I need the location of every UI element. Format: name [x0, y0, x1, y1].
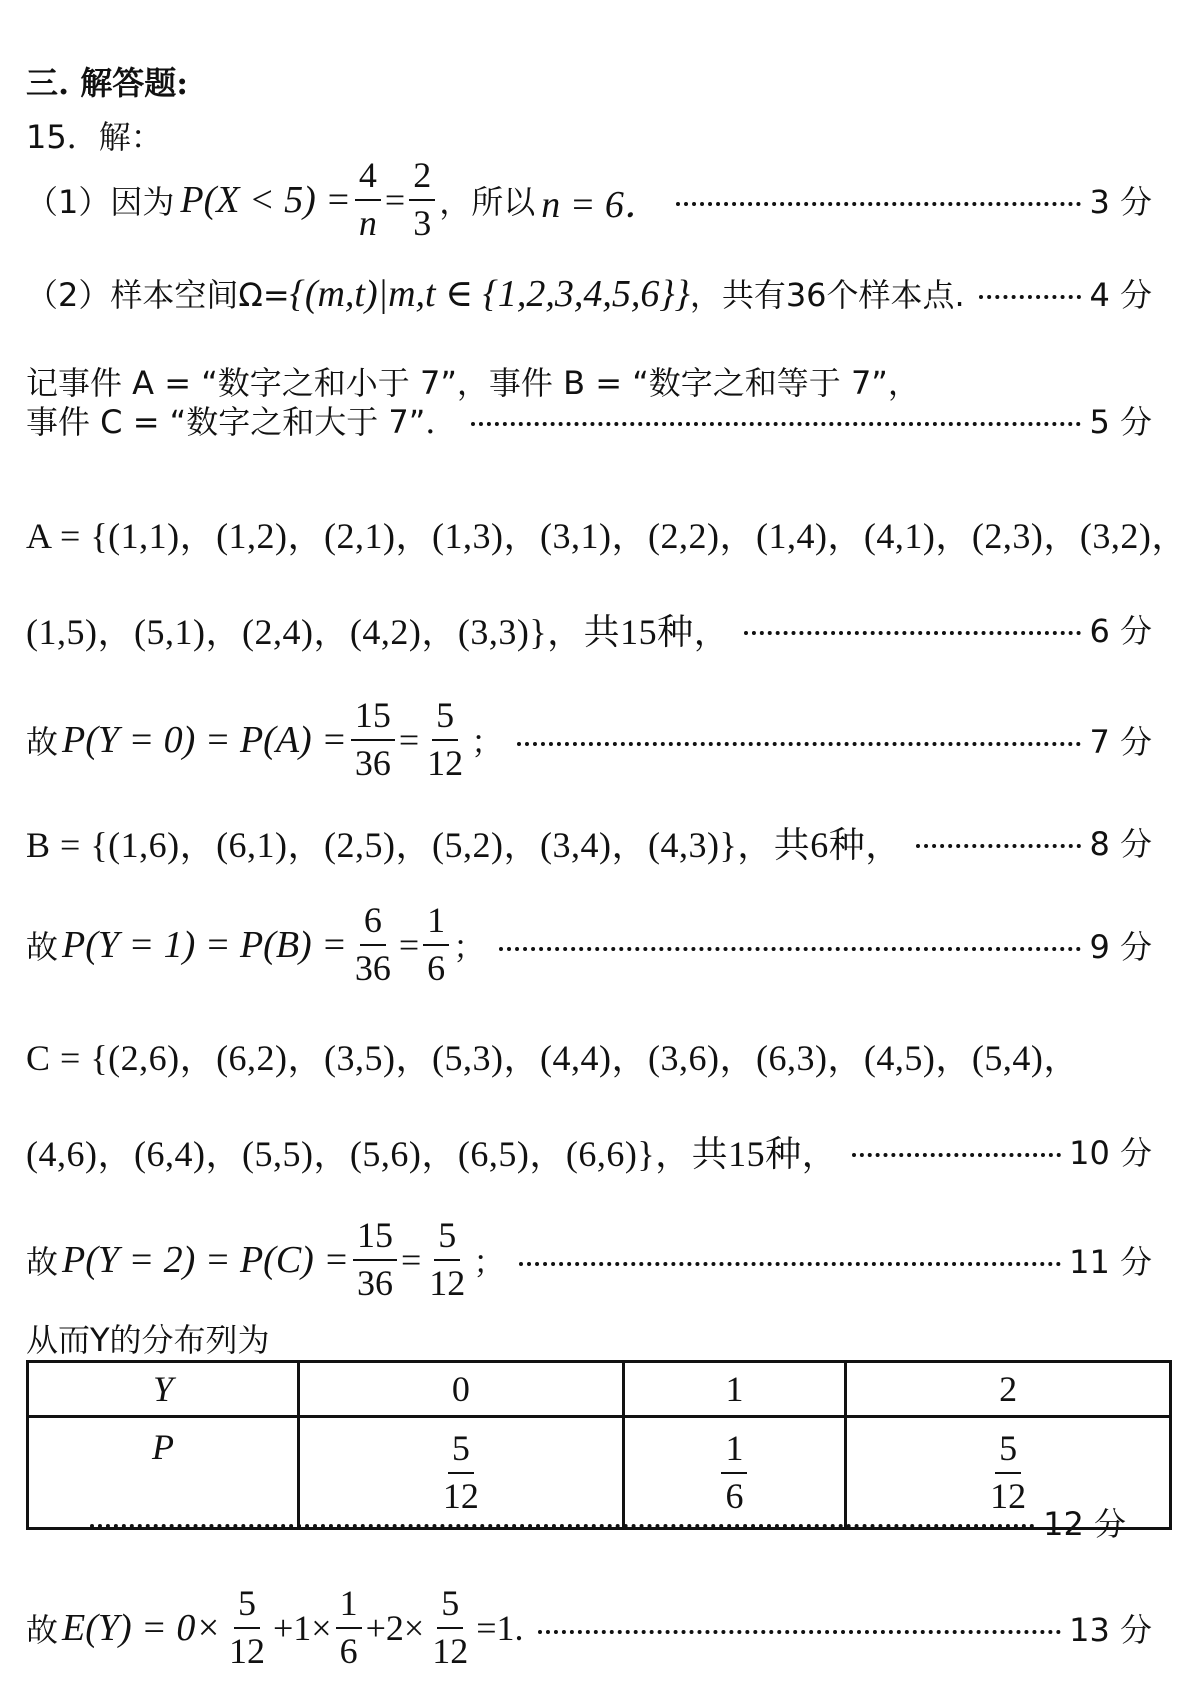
- set-c-line-2: [26, 1126, 1152, 1176]
- prob-a-line: 故 P(Y = 0) = P(A) = $\frac{15}{36}$ = $\frac{5}{12}$ ； 7 分: [26, 695, 1152, 783]
- set-b-score: 8 分: [1089, 825, 1152, 863]
- prob-c-expr: P(Y = 2) = P(C) =: [62, 1239, 349, 1281]
- sample-space-set: {(m,t)|m,t ∈ {1,2,3,4,5,6}}: [289, 272, 690, 315]
- prob-b-leader-dots: [499, 947, 1081, 951]
- table-leader-dots: [90, 1524, 1035, 1528]
- prob-a-lead: 故: [26, 723, 59, 761]
- table-row-y: [28, 1362, 1171, 1417]
- prob-b-lead: 故: [26, 928, 59, 966]
- prob-b-score: 9 分: [1089, 928, 1152, 966]
- table-cell-y-label: Y: [28, 1362, 299, 1417]
- section-title: 三. 解答题:: [26, 64, 189, 102]
- set-c-line-1: C = {(2,6)，(6,2)，(3,5)，(5,3)，(4,4)，(3,6)，(6,3)，(4,5)，(5,4)，: [26, 1038, 1080, 1078]
- table-cell-p-1: $\frac{1}{6}$: [623, 1417, 845, 1529]
- prob-b-line: 故 P(Y = 1) = P(B) = $\frac{6}{36}$ = $\frac{1}{6}$ ； 9 分: [26, 900, 1152, 988]
- set-b-line: [26, 817, 1152, 867]
- expectation-fraction-2: $\frac{1}{6}$: [336, 1585, 362, 1671]
- part1-line: （1）因为 P(X < 5) = $\frac{4}{n}$ = $\frac{2}{3}$ ，所以 n = 6． 3 分: [26, 155, 1152, 243]
- problem-label: 15．解：: [26, 118, 163, 156]
- prob-c-line: 故 P(Y = 2) = P(C) = $\frac{15}{36}$ = $\frac{5}{12}$ ； 11 分: [26, 1215, 1152, 1303]
- expectation-fraction-1: $\frac{5}{12}$: [228, 1583, 265, 1671]
- expectation-lead: 故: [26, 1611, 59, 1649]
- part1-expr: P(X < 5) =: [180, 179, 351, 221]
- set-a-line-1: A = {(1,1)，(1,2)，(2,1)，(1,3)，(3,1)，(2,2)，(1,4)，(4,1)，(2,3)，(3,2)，: [26, 516, 1188, 556]
- part1-leader-dots: [676, 202, 1082, 206]
- prob-a-tail: ；: [471, 723, 504, 761]
- expectation-expr: E(Y) = 0×: [62, 1607, 221, 1649]
- expectation-result: =1.: [476, 1608, 524, 1648]
- set-b-leader-dots: [916, 844, 1082, 848]
- prob-b-fraction-2: $\frac{1}{6}$: [423, 902, 449, 988]
- part2-tail: ，共有36个样本点.: [689, 276, 965, 314]
- part1-fraction-2: $\frac{2}{3}$: [409, 157, 435, 243]
- part2-score: 4 分: [1089, 276, 1152, 314]
- events-line-2-text: 事件 C = “数字之和大于 7”．: [26, 403, 458, 441]
- table-cell-y-0: 0: [299, 1362, 624, 1417]
- expectation-line: [26, 1580, 1152, 1676]
- table-cell-p-2: $\frac{5}{12}$: [846, 1417, 1171, 1529]
- prob-a-fraction-2: $\frac{5}{12}$: [427, 695, 464, 783]
- events-score: 5 分: [1089, 403, 1152, 441]
- set-c-score: 10 分: [1069, 1134, 1152, 1172]
- prob-a-score: 7 分: [1089, 723, 1152, 761]
- table-cell-p-0: $\frac{5}{12}$: [299, 1417, 624, 1529]
- prob-c-leader-dots: [519, 1262, 1061, 1266]
- part1-result: n = 6．: [541, 183, 662, 226]
- set-c-leader-dots: [852, 1153, 1061, 1157]
- table-score-line: [90, 1500, 1126, 1544]
- expectation-leader-dots: [538, 1630, 1062, 1634]
- prob-a-leader-dots: [517, 742, 1081, 746]
- prob-a-fraction-1: $\frac{15}{36}$: [351, 697, 395, 783]
- expectation-score: 13 分: [1069, 1611, 1152, 1649]
- prob-c-fraction-2: $\frac{5}{12}$: [429, 1215, 466, 1303]
- prob-a-expr: P(Y = 0) = P(A) =: [62, 719, 347, 761]
- set-a-leader-dots: [744, 631, 1081, 635]
- prob-c-fraction-1: $\frac{15}{36}$: [353, 1217, 397, 1303]
- distribution-intro: 从而Y的分布列为: [26, 1321, 270, 1359]
- events-line-1: 记事件 A = “数字之和小于 7”，事件 B = “数字之和等于 7”，: [26, 364, 920, 402]
- expectation-term-3: +2×: [365, 1608, 425, 1648]
- part2-leader-dots: [979, 295, 1082, 299]
- part2-line: [26, 268, 1152, 318]
- prob-b-expr: P(Y = 1) = P(B) =: [62, 924, 347, 966]
- table-score: 12 分: [1043, 1505, 1126, 1543]
- part1-score: 3 分: [1089, 183, 1152, 221]
- events-leader-dots: [471, 422, 1081, 426]
- part1-lead: （1）因为: [26, 183, 175, 221]
- expectation-term-2: +1×: [272, 1608, 332, 1648]
- prob-b-fraction-1: $\frac{6}{36}$: [354, 900, 391, 988]
- prob-c-lead: 故: [26, 1243, 59, 1281]
- expectation-fraction-3: $\frac{5}{12}$: [432, 1583, 469, 1671]
- events-line-2: [26, 398, 1152, 442]
- table-cell-y-1: 1: [623, 1362, 845, 1417]
- prob-b-tail: ；: [453, 928, 486, 966]
- set-a-line-2-text: (1,5)，(5,1)，(2,4)，(4,2)，(3,3)}，共15种，: [26, 611, 731, 652]
- part1-tail: ，所以: [439, 183, 536, 221]
- table-cell-p-label: P: [28, 1417, 299, 1529]
- part1-fraction-1: $\frac{4}{n}$: [355, 157, 381, 243]
- prob-c-score: 11 分: [1069, 1243, 1152, 1281]
- set-a-line-2: [26, 604, 1152, 654]
- prob-c-tail: ；: [473, 1243, 506, 1281]
- set-b-text: B = {(1,6)，(6,1)，(2,5)，(5,2)，(3,4)，(4,3)}，共6种，: [26, 824, 902, 865]
- set-c-line-2-text: (4,6)，(6,4)，(5,5)，(5,6)，(6,5)，(6,6)}，共15种，: [26, 1133, 839, 1174]
- table-cell-y-2: 2: [846, 1362, 1171, 1417]
- part2-lead: （2）样本空间Ω=: [26, 276, 290, 314]
- set-a-score: 6 分: [1089, 612, 1152, 650]
